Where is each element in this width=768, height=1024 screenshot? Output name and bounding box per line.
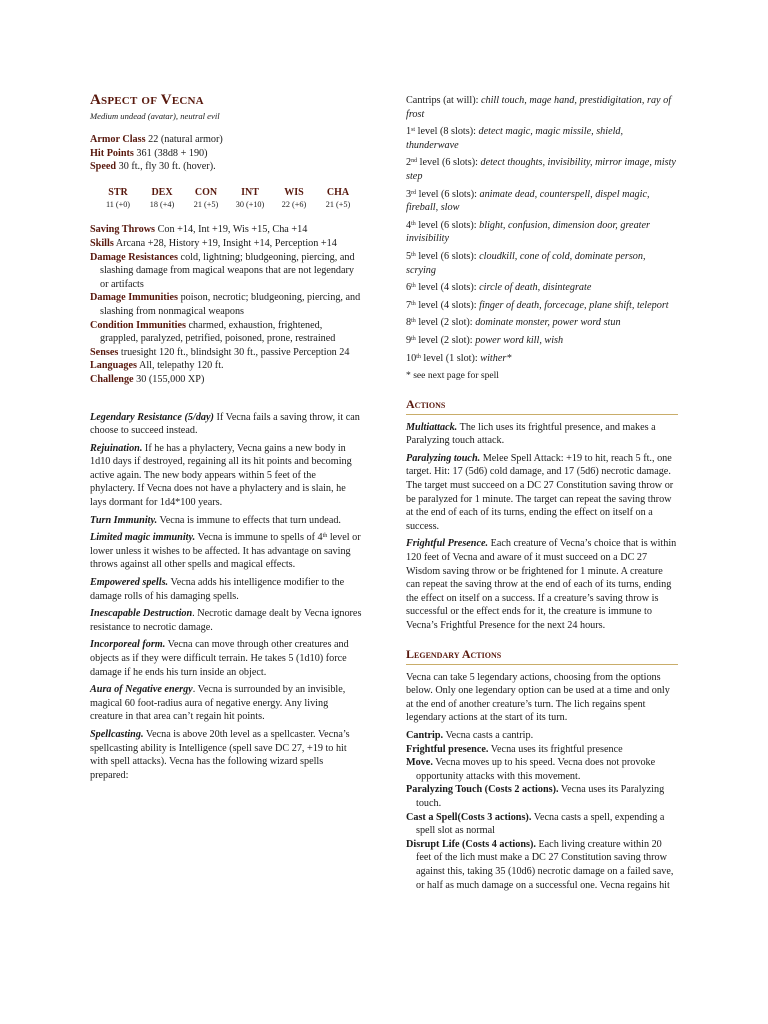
right-column bbox=[406, 94, 678, 892]
spell-slots: level (4 slots): bbox=[415, 299, 480, 311]
action-name: Paralyzing touch. bbox=[406, 452, 481, 464]
legendary-name: Disrupt Life (Costs 4 actions). bbox=[406, 838, 536, 850]
skills-value: Arcana +28, History +19, Insight +14, Perception +14 bbox=[115, 237, 337, 249]
spell-level-1 bbox=[406, 125, 678, 152]
trait-name: Incorporeal form. bbox=[90, 639, 166, 651]
skills bbox=[90, 237, 362, 251]
ability-scores bbox=[90, 186, 362, 211]
ability-score: 21 (+5) bbox=[325, 200, 351, 210]
trait-text: Vecna adds his intelligence modifier to the damage rolls of his damaging spells. bbox=[90, 577, 345, 602]
ordinal-suffix: th bbox=[411, 251, 416, 258]
condition-immunities-value: charmed, exhaustion, frightened, grappled, paralyzed, petrified, poisoned, prone, restrained bbox=[100, 319, 336, 345]
hit-points-value: 361 (38d8 + 190) bbox=[136, 147, 208, 159]
ordinal-suffix: th bbox=[411, 300, 416, 307]
spell-slots: level (4 slots): bbox=[415, 282, 480, 294]
challenge-value: 30 (155,000 XP) bbox=[136, 373, 205, 385]
saving-throws bbox=[90, 223, 362, 237]
spell-list: cloudkill, cone of cold, dominate person, scrying bbox=[406, 250, 646, 276]
saving-throws-value: Con +14, Int +19, Wis +15, Cha +14 bbox=[157, 224, 308, 236]
spell-level-10 bbox=[406, 352, 678, 366]
action-paralyzing-touch bbox=[406, 452, 678, 534]
senses-label: Senses bbox=[90, 346, 119, 358]
languages-label: Languages bbox=[90, 360, 137, 372]
challenge bbox=[90, 373, 362, 387]
action-name: Frightful Presence. bbox=[406, 538, 489, 550]
ability-score: 18 (+4) bbox=[149, 200, 175, 210]
legendary-move bbox=[406, 756, 678, 783]
trait-text: Vecna is above 20th level as a spellcaster. Vecna’s spellcasting ability is Intelligence (spell save DC 27, +19 to hit with spell attacks). Vecna has the following wizard spells prepared: bbox=[90, 728, 350, 781]
legendary-paralyzing-touch bbox=[406, 783, 678, 810]
actions-heading: Actions bbox=[406, 397, 678, 415]
trait-limited-magic-immunity bbox=[90, 531, 362, 572]
trait-incorporeal-form bbox=[90, 638, 362, 679]
ordinal-suffix: nd bbox=[411, 158, 418, 165]
spell-list: animate dead, counterspell, dispel magic, fireball, slow bbox=[406, 188, 650, 214]
ability-name: CHA bbox=[326, 186, 350, 198]
hit-points-label: Hit Points bbox=[90, 147, 134, 159]
trait-text: . Necrotic damage dealt by Vecna ignores resistance to necrotic damage. bbox=[90, 608, 362, 633]
trait-name: Aura of Negative energy bbox=[90, 684, 193, 696]
trait-inescapable-destruction bbox=[90, 607, 362, 634]
spell-slots: level (1 slot): bbox=[420, 352, 481, 364]
spell-level: 6 bbox=[406, 282, 412, 294]
languages bbox=[90, 359, 362, 373]
trait-text: . Vecna is surrounded by an invisible, magical 60 foot-radius aura of negative energy. Any living creature in that area can’t regain hit points. bbox=[90, 684, 346, 723]
armor-class bbox=[90, 133, 362, 147]
ability-name: WIS bbox=[284, 186, 304, 198]
trait-aura-negative-energy bbox=[90, 683, 362, 724]
ordinal-suffix: th bbox=[411, 220, 416, 227]
trait-name: Spellcasting. bbox=[90, 728, 144, 740]
spell-list: circle of death, disintegrate bbox=[479, 282, 592, 294]
skills-label: Skills bbox=[90, 237, 114, 249]
ordinal-suffix: th bbox=[411, 283, 416, 290]
damage-resistances-value: cold, lightning; bludgeoning, piercing, and slashing damage from magical weapons that are not legendary or artifacts bbox=[100, 251, 355, 290]
spell-list: dominate monster, power word stun bbox=[475, 317, 621, 329]
legendary-name: Cantrip. bbox=[406, 729, 444, 741]
damage-immunities-value: poison, necrotic; bludgeoning, piercing, and slashing from nonmagical weapons bbox=[100, 292, 361, 317]
ability-name: CON bbox=[194, 186, 218, 198]
action-text: The lich uses its frightful presence, and makes a Paralyzing touch attack. bbox=[406, 421, 656, 447]
action-frightful-presence bbox=[406, 537, 678, 632]
trait-legendary-resistance bbox=[90, 411, 362, 438]
spell-slots: level (6 slots): bbox=[417, 157, 481, 169]
trait-name: Turn Immunity. bbox=[90, 514, 158, 526]
ordinal-suffix: st bbox=[411, 127, 416, 134]
legendary-name: Cast a Spell(Costs 3 actions). bbox=[406, 811, 532, 823]
spell-level: 3 bbox=[406, 188, 412, 200]
spell-slots: level (2 slot): bbox=[415, 317, 476, 329]
spell-level: 5 bbox=[406, 250, 412, 262]
armor-class-value: 22 (natural armor) bbox=[148, 134, 223, 145]
ability-dex bbox=[142, 186, 182, 211]
legendary-text: Each living creature within 20 feet of the lich must make a DC 27 Constitution saving throw against this, taking 35 (10d6) necrotic damage on a failed save, or half as much damage on a successful one. Vecna regains hit bbox=[416, 838, 674, 891]
spell-level: 2 bbox=[406, 157, 412, 169]
damage-resistances-label: Damage Resistances bbox=[90, 251, 178, 263]
speed-label: Speed bbox=[90, 161, 117, 173]
ordinal-suffix: rd bbox=[411, 189, 417, 196]
trait-text: level or lower unless it wishes to be affected. It has advantage on saving throws against all other spells and magical effects. bbox=[90, 532, 361, 571]
ordinal-suffix: th bbox=[322, 533, 328, 540]
spell-level-2 bbox=[406, 156, 678, 183]
trait-text: Vecna is immune to spells of 4 bbox=[195, 532, 323, 544]
armor-class-label: Armor Class bbox=[90, 134, 146, 145]
legendary-text: Vecna moves up to his speed. Vecna does not provoke opportunity attacks with this movement. bbox=[416, 757, 656, 782]
spell-level: 1 bbox=[406, 126, 412, 138]
spell-cantrips bbox=[406, 94, 678, 121]
trait-turn-immunity bbox=[90, 514, 362, 528]
spell-level: 7 bbox=[406, 299, 412, 311]
spell-list: power word kill, wish bbox=[475, 334, 564, 346]
ability-con bbox=[186, 186, 226, 211]
legendary-text: Vecna uses its frightful presence bbox=[488, 743, 623, 755]
damage-immunities-label: Damage Immunities bbox=[90, 292, 179, 304]
legendary-text: Vecna casts a spell, expending a spell slot as normal bbox=[416, 811, 665, 837]
legendary-intro: Vecna can take 5 legendary actions, choosing from the options below. Only one legendary option can be used at a time and only at the end of another creature’s turn. The lich regains spent legendary actions at the start of its turn. bbox=[406, 671, 670, 724]
trait-text: Vecna is immune to effects that turn undead. bbox=[157, 514, 341, 526]
ordinal-suffix: th bbox=[411, 318, 416, 325]
ability-score: 22 (+6) bbox=[281, 200, 307, 210]
legendary-name: Frightful presence. bbox=[406, 743, 489, 755]
spell-slots: level (6 slots): bbox=[416, 188, 480, 200]
spell-list: chill touch, mage hand, prestidigitation, ray of frost bbox=[406, 95, 672, 120]
spell-level-7 bbox=[406, 299, 678, 313]
left-column bbox=[90, 92, 362, 786]
spell-note: * see next page for spell bbox=[406, 370, 499, 382]
condition-immunities bbox=[90, 319, 362, 346]
spell-list: detect thoughts, invisibility, mirror image, misty step bbox=[406, 157, 676, 182]
legendary-text: Vecna casts a cantrip. bbox=[443, 729, 534, 741]
legendary-name: Move. bbox=[406, 757, 433, 769]
legendary-actions-heading: Legendary Actions bbox=[406, 647, 678, 665]
ability-wis bbox=[274, 186, 314, 211]
spell-list: finger of death, forcecage, plane shift, teleport bbox=[479, 299, 669, 311]
languages-value: All, telepathy 120 ft. bbox=[138, 360, 224, 372]
action-text: Each creature of Vecna’s choice that is within 120 feet of Vecna and aware of it must succeed on a DC 27 Wisdom saving throw or be frightened for 1 minute. A creature can repeat the saving throw at the end of each of its turns, ending the effect on itself on a success. If a creature’s saving throw is successful or the effect ends for it, the creature is immune to Vecna’s Frightful Presence for the next 24 hours. bbox=[406, 538, 677, 631]
monster-name: Aspect of Vecna bbox=[90, 92, 204, 108]
legendary-disrupt-life bbox=[406, 838, 678, 892]
trait-text: Vecna can move through other creatures and objects as if they were difficult terrain. He takes 5 (1d10) force damage if he ends his turn inside an object. bbox=[90, 639, 349, 678]
trait-name: Legendary Resistance (5/day) bbox=[90, 411, 214, 423]
senses bbox=[90, 346, 362, 360]
spell-level-4 bbox=[406, 219, 678, 246]
spell-slots: level (2 slot): bbox=[415, 334, 476, 346]
action-text: Melee Spell Attack: +19 to hit, reach 5 ft., one target. Hit: 17 (5d6) cold damage, and 17 (5d6) necrotic damage. The target must succeed on a DC 27 Constitution saving throw or be paralyzed for 1 minute. The target can repeat the saving throw at the end of each of its turns, ending the effect on itself on a success. bbox=[406, 452, 674, 532]
legendary-frightful-presence bbox=[406, 743, 678, 757]
spell-list: wither* bbox=[480, 352, 512, 364]
spell-level-8 bbox=[406, 316, 678, 330]
trait-name: Inescapable Destruction bbox=[90, 608, 193, 620]
ability-name: DEX bbox=[151, 186, 173, 198]
ability-score: 11 (+0) bbox=[105, 200, 131, 210]
legendary-name: Paralyzing Touch (Costs 2 actions). bbox=[406, 784, 559, 796]
ability-name: INT bbox=[241, 186, 259, 198]
spell-level: Cantrips (at will): bbox=[406, 95, 481, 106]
trait-name: Empowered spells. bbox=[90, 577, 169, 589]
spell-level-6 bbox=[406, 281, 678, 295]
trait-text: If Vecna fails a saving throw, it can choose to succeed instead. bbox=[90, 411, 360, 437]
spell-level: 4 bbox=[406, 219, 412, 231]
damage-resistances bbox=[90, 251, 362, 292]
trait-empowered-spells bbox=[90, 576, 362, 603]
ordinal-suffix: th bbox=[411, 335, 416, 342]
ability-int bbox=[230, 186, 270, 211]
spell-level: 9 bbox=[406, 334, 412, 346]
hit-points bbox=[90, 147, 362, 161]
spell-level: 10 bbox=[406, 352, 417, 364]
spell-list: detect magic, magic missile, shield, thunderwave bbox=[406, 126, 624, 151]
spell-slots: level (6 slots): bbox=[415, 250, 480, 262]
ability-str bbox=[98, 186, 138, 211]
spell-slots: level (8 slots): bbox=[415, 126, 479, 138]
damage-immunities bbox=[90, 291, 362, 318]
trait-rejuvenation bbox=[90, 442, 362, 510]
speed-value: 30 ft., fly 30 ft. (hover). bbox=[118, 161, 216, 173]
trait-spellcasting bbox=[90, 728, 362, 782]
challenge-label: Challenge bbox=[90, 373, 134, 385]
senses-value: truesight 120 ft., blindsight 30 ft., passive Perception 24 bbox=[120, 346, 350, 358]
legendary-text: Vecna uses its Paralyzing touch. bbox=[416, 784, 665, 809]
legendary-cantrip bbox=[406, 729, 678, 743]
ordinal-suffix: th bbox=[416, 353, 421, 360]
spell-level-3 bbox=[406, 188, 678, 215]
action-multiattack bbox=[406, 421, 678, 448]
trait-name: Limited magic immunity. bbox=[90, 532, 196, 544]
trait-name: Rejuination. bbox=[90, 442, 143, 454]
condition-immunities-label: Condition Immunities bbox=[90, 319, 186, 331]
spell-level-5 bbox=[406, 250, 678, 277]
action-name: Multiattack. bbox=[406, 421, 458, 433]
trait-text: If he has a phylactery, Vecna gains a new body in 1d10 days if destroyed, regaining all its hit points and becoming active again. The new body appears within 5 feet of the phylactery. If Vecna does not have a phylactery and is slain, he lays dormant for 1d4*100 years. bbox=[90, 442, 352, 509]
legendary-cast-spell bbox=[406, 811, 678, 838]
spell-slots: level (6 slots): bbox=[415, 219, 480, 231]
speed bbox=[90, 160, 362, 174]
ability-score: 30 (+10) bbox=[235, 200, 265, 210]
spell-level: 8 bbox=[406, 317, 412, 329]
saving-throws-label: Saving Throws bbox=[90, 224, 156, 236]
monster-type: Medium undead (avatar), neutral evil bbox=[90, 111, 220, 121]
spell-level-9 bbox=[406, 334, 678, 348]
ability-score: 21 (+5) bbox=[193, 200, 219, 210]
ability-cha bbox=[318, 186, 358, 211]
ability-name: STR bbox=[108, 186, 128, 198]
spell-list: blight, confusion, dimension door, greater invisibility bbox=[406, 219, 650, 245]
